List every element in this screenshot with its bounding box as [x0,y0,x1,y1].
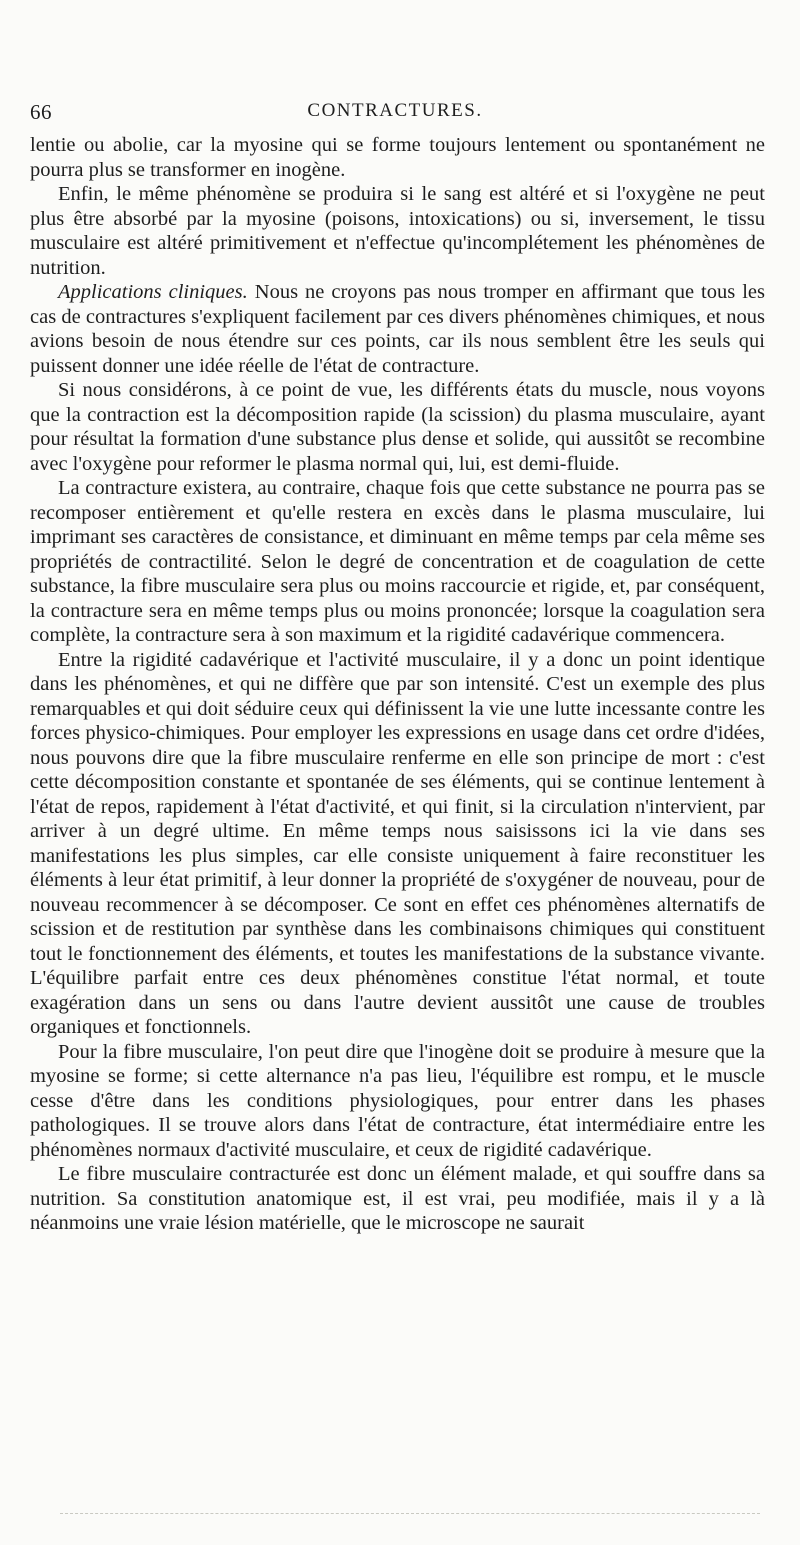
section-heading-inline: Applications cliniques. [58,281,248,303]
paragraph: lentie ou abolie, car la myosine qui se forme toujours lentement ou spontanément ne pourra plus se transformer en inogène. [30,134,765,181]
page-header [30,100,760,130]
running-title: CONTRACTURES. [307,100,483,121]
paragraph: Applications cliniques. Nous ne croyons pas nous tromper en affirmant que tous les cas de contractures s'expliquent facilement par ces divers phénomènes chimiques, et nous avions besoin de nous étendre sur ces points, car ils nous semblent être les seuls qui puissent donner une idée réelle de l'état de contracture. [30,281,765,377]
paragraph: La contracture existera, au contraire, chaque fois que cette substance ne pourra pas se recomposer entièrement et qu'elle restera en excès dans le plasma musculaire, lui imprimant ses caractères de consistance, et diminuant en même temps par cela même ses propriétés de contractilité. Selon le degré de concentration et de coagulation de cette substance, la fibre musculaire sera plus ou moins raccourcie et rigide, et, par conséquent, la contracture sera en même temps plus ou moins prononcée; lorsque la coagulation sera complète, la contracture sera à son maximum et la rigidité cadavérique commencera. [30,477,765,646]
paragraph: Le fibre musculaire contracturée est donc un élément malade, et qui souffre dans sa nutrition. Sa constitution anatomique est, il est vrai, peu modifiée, mais il y a là néanmoins une vraie lésion matérielle, que le microscope ne saurait [30,1163,765,1234]
paragraph: Pour la fibre musculaire, l'on peut dire que l'inogène doit se produire à mesure que la myosine se forme; si cette alternance n'a pas lieu, l'équilibre est rompu, et le muscle cesse d'être dans les conditions physiologiques, pour entrer dans les phases pathologiques. Il se trouve alors dans l'état de contracture, état intermédiaire entre les phénomènes normaux d'activité musculaire, et ceux de rigidité cadavérique. [30,1040,765,1161]
paragraph: Si nous considérons, à ce point de vue, les différents états du muscle, nous voyons que la contraction est la décomposition rapide (la scission) du plasma musculaire, ayant pour résultat la formation d'une substance plus dense et solide, qui aussitôt se recombine avec l'oxygène pour reformer le plasma normal qui, lui, est demi-fluide. [30,379,765,475]
body-text [30,133,765,1236]
paragraph: Entre la rigidité cadavérique et l'activité musculaire, il y a donc un point identique dans les phénomènes, et qui ne diffère que par son intensité. C'est un exemple des plus remarquables et qui doit séduire ceux qui définissent la vie une lutte incessante contre les forces physico-chimiques. Pour employer les expressions en usage dans cet ordre d'idées, nous pouvons dire que la fibre musculaire renferme en elle son principe de mort : c'est cette décomposition constante et spontanée de ses éléments, qui se continue lentement à l'état de repos, rapidement à l'état d'activité, et qui finit, si la circulation n'intervient, par arriver à un degré ultime. En même temps nous saisissons ici la vie dans ses manifestations les plus simples, car elle consiste uniquement à faire reconstituer les éléments à leur état primitif, à leur donner la propriété de s'oxygéner de nouveau, pour de nouveau recommencer à se décomposer. Ce sont en effet ces phénomènes alternatifs de scission et de restitution par synthèse dans les combinaisons chimiques qui constituent tout le fonctionnement des éléments, et toutes les manifestations de la substance vivante. L'équilibre parfait entre ces deux phénomènes constitue l'état normal, et toute exagération dans un sens ou dans l'autre devient aussitôt une cause de troubles organiques et fonctionnels. [30,648,765,1038]
page-bottom-rule [60,1513,760,1514]
paragraph: Enfin, le même phénomène se produira si le sang est altéré et si l'oxygène ne peut plus être absorbé par la myosine (poisons, intoxications) ou si, inversement, le tissu musculaire est altéré primitivement et n'effectue qu'incomplétement les phénomènes de nutrition. [30,183,765,279]
page-number: 66 [30,100,52,124]
